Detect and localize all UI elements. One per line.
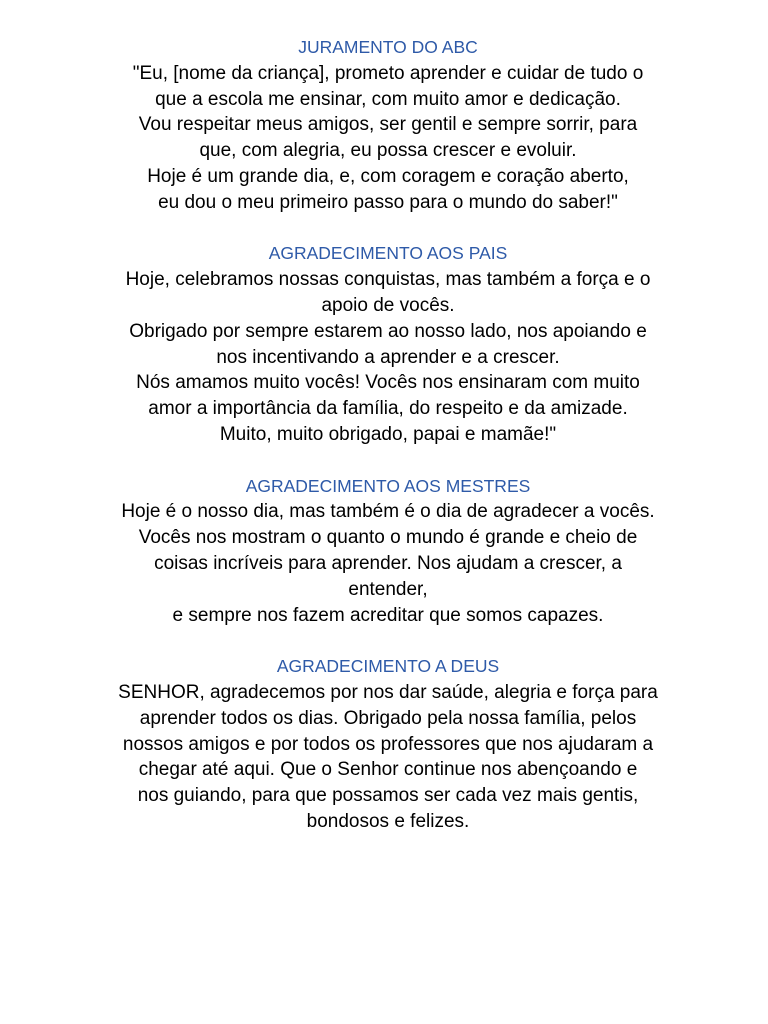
body-line: SENHOR, agradecemos por nos dar saúde, alegria e força para [118, 681, 658, 703]
body-line: Muito, muito obrigado, papai e mamãe!" [219, 423, 557, 445]
section-heading: JURAMENTO DO ABC [298, 37, 478, 57]
section-pais [104, 241, 672, 447]
body-line: nos guiando, para que possamos ser cada vez mais gentis, [137, 785, 639, 807]
body-line: apoio de vocês. [321, 294, 455, 316]
body-line: que, com alegria, eu possa crescer e evoluir. [199, 140, 577, 162]
body-line: Nós amamos muito vocês! Vocês nos ensinaram com muito [136, 372, 640, 394]
body-line: chegar até aqui. Que o Senhor continue nos abençoando e [138, 759, 638, 781]
section-heading: AGRADECIMENTO AOS PAIS [268, 243, 508, 264]
body-line: Vocês nos mostram o quanto o mundo é grande e cheio de [138, 527, 638, 549]
section-juramento [104, 35, 672, 216]
body-line: entender, [348, 578, 428, 600]
body-line: bondosos e felizes. [306, 810, 470, 832]
body-line: que a escola me ensinar, com muito amor e dedicação. [155, 88, 621, 110]
section-mestres [104, 474, 672, 629]
body-line: coisas incríveis para aprender. Nos ajudam a crescer, a [154, 552, 622, 574]
body-line: Vou respeitar meus amigos, ser gentil e sempre sorrir, para [138, 114, 638, 136]
section-heading: AGRADECIMENTO AOS MESTRES [245, 475, 531, 496]
body-line: Hoje é um grande dia, e, com coragem e coração aberto, [147, 165, 629, 187]
document-page [104, 35, 672, 861]
body-line: Hoje é o nosso dia, mas também é o dia de agradecer a vocês. [121, 501, 655, 523]
section-heading: AGRADECIMENTO A DEUS [276, 656, 500, 677]
body-line: Obrigado por sempre estarem ao nosso lado, nos apoiando e [129, 320, 647, 342]
body-line: nos incentivando a aprender e a crescer. [216, 346, 560, 368]
body-line: Hoje, celebramos nossas conquistas, mas também a força e o [125, 269, 651, 291]
body-line: "Eu, [nome da criança], prometo aprender e cuidar de tudo o [132, 62, 644, 84]
body-line: aprender todos os dias. Obrigado pela nossa família, pelos [139, 707, 637, 729]
body-line: nossos amigos e por todos os professores que nos ajudaram a [122, 733, 654, 755]
body-line: e sempre nos fazem acreditar que somos capazes. [172, 604, 604, 626]
body-line: eu dou o meu primeiro passo para o mundo do saber!" [158, 191, 618, 213]
section-deus [104, 654, 672, 835]
body-line: amor a importância da família, do respeito e da amizade. [148, 398, 628, 420]
